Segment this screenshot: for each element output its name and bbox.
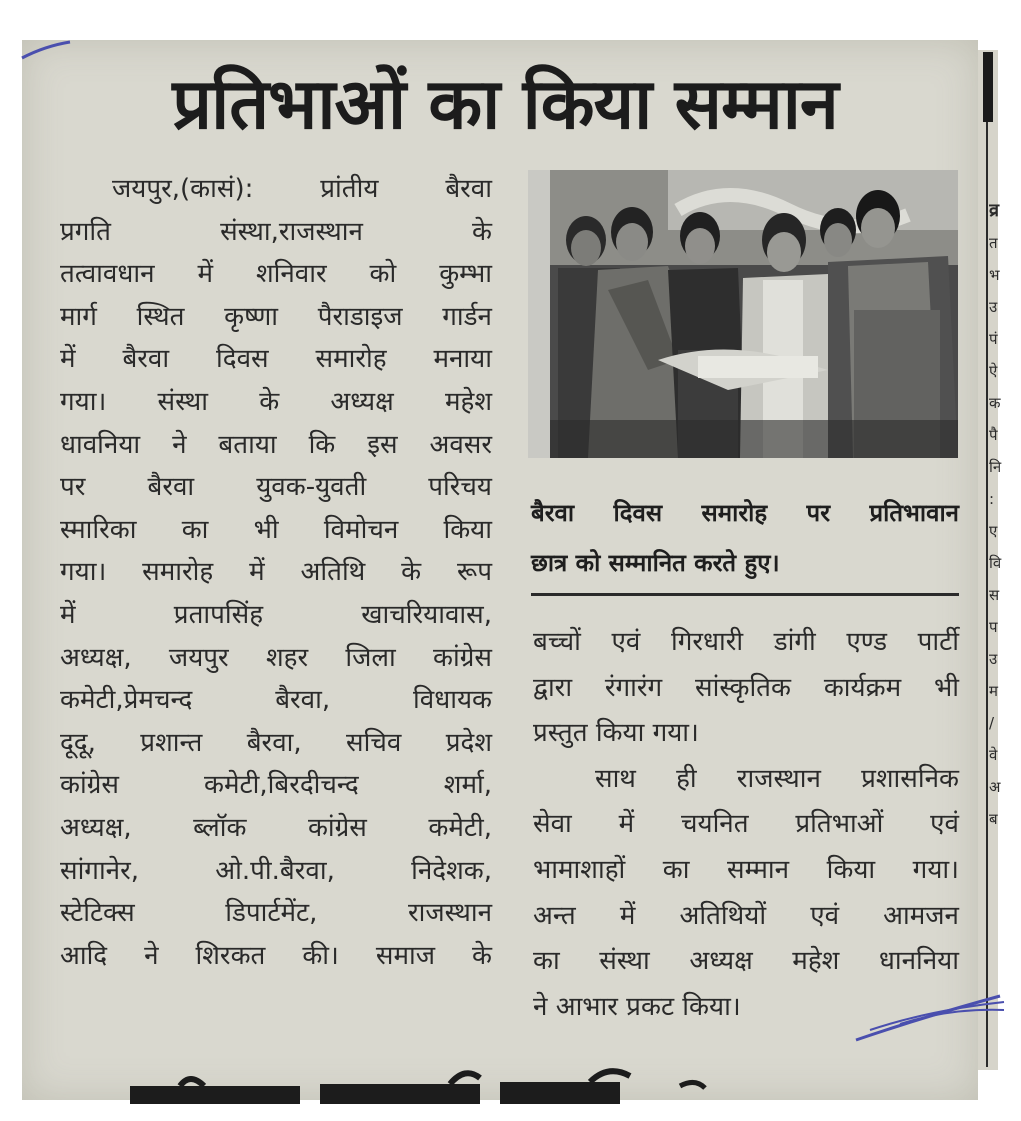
article-line: सांगानेर, ओ.पी.बैरवा, निदेशक, xyxy=(60,855,492,886)
article-line: प्रस्तुत किया गया। xyxy=(533,718,699,749)
article-line: भामाशाहों का सम्मान किया गया। xyxy=(533,854,959,885)
cut-off-headline-tops xyxy=(120,1064,720,1104)
adjacent-glyph: नि xyxy=(989,458,1002,476)
article-line: मार्ग स्थित कृष्णा पैराडाइज गार्डन xyxy=(60,301,492,332)
adjacent-glyph: क xyxy=(989,394,1001,412)
news-photo-image xyxy=(528,170,958,458)
article-line: धावनिया ने बताया कि इस अवसर xyxy=(60,429,492,460)
next-headline-fragment xyxy=(120,1064,720,1104)
article-line: का संस्था अध्यक्ष महेश धाननिया xyxy=(533,946,959,977)
adjacent-glyph: वे xyxy=(989,746,998,764)
adjacent-glyph: म xyxy=(989,682,998,700)
article-right-column xyxy=(533,620,959,1030)
article-line: कांग्रेस कमेटी,बिरदीचन्द शर्मा, xyxy=(60,770,492,801)
adjacent-column-text xyxy=(989,195,1011,835)
article-line: प्रगति संस्था,राजस्थान के xyxy=(60,216,492,247)
article-line: गया। समारोह में अतिथि के रूप xyxy=(60,557,492,588)
adjacent-glyph: ब xyxy=(989,810,998,828)
caption-divider xyxy=(531,593,959,596)
adjacent-column-rule-top xyxy=(983,52,993,122)
article-left-column xyxy=(60,168,492,977)
adjacent-column-rule xyxy=(986,122,988,1067)
article-line: सेवा में चयनित प्रतिभाओं एवं xyxy=(533,809,959,840)
adjacent-glyph: अ xyxy=(989,778,1001,796)
article-line: अन्त में अतिथियों एवं आमजन xyxy=(533,900,959,931)
adjacent-glyph: व्र xyxy=(989,200,1000,221)
article-line: दूदू, प्रशान्त बैरवा, सचिव प्रदेश xyxy=(60,727,492,758)
adjacent-glyph: पै xyxy=(989,426,998,444)
adjacent-glyph: वि xyxy=(989,554,1002,572)
article-line: साथ ही राजस्थान प्रशासनिक xyxy=(595,763,959,794)
adjacent-glyph: पं xyxy=(989,330,998,348)
adjacent-glyph: ऐ xyxy=(989,362,998,380)
adjacent-glyph: स xyxy=(989,586,1000,604)
article-line: गया। संस्था के अध्यक्ष महेश xyxy=(60,386,492,417)
caption-line: छात्र को सम्मानित करते हुए। xyxy=(531,549,780,577)
article-line: स्टेटिक्स डिपार्टमेंट, राजस्थान xyxy=(60,898,492,929)
article-line: जयपुर,(कासं): प्रांतीय बैरवा xyxy=(112,174,492,204)
adjacent-glyph: : xyxy=(989,490,995,508)
adjacent-glyph: / xyxy=(989,714,995,732)
article-line: में प्रतापसिंह खाचरियावास, xyxy=(60,599,492,630)
caption-line: बैरवा दिवस समारोह पर प्रतिभावान xyxy=(531,499,959,527)
adjacent-glyph: त xyxy=(989,234,998,252)
article-line: आदि ने शिरकत की। समाज के xyxy=(60,940,492,971)
adjacent-glyph: उ xyxy=(989,650,998,668)
headline: प्रतिभाओं का किया सम्मान xyxy=(172,63,838,145)
article-line: स्मारिका का भी विमोचन किया xyxy=(60,514,492,545)
adjacent-glyph: उ xyxy=(989,298,998,316)
article-line: द्वारा रंगारंग सांस्कृतिक कार्यक्रम भी xyxy=(533,672,959,703)
article-line: अध्यक्ष, जयपुर शहर जिला कांग्रेस xyxy=(60,642,492,673)
article-line: कमेटी,प्रेमचन्द बैरवा, विधायक xyxy=(60,685,492,716)
article-line: पर बैरवा युवक-युवती परिचय xyxy=(60,472,492,503)
adjacent-glyph: भ xyxy=(989,266,1000,284)
photo-caption xyxy=(531,488,959,588)
article-line: में बैरवा दिवस समारोह मनाया xyxy=(60,344,492,375)
adjacent-glyph: प xyxy=(989,618,998,636)
adjacent-glyph: ए xyxy=(989,522,998,540)
article-line: बच्चों एवं गिरधारी डांगी एण्ड पार्टी xyxy=(533,627,959,657)
article-line: ने आभार प्रकट किया। xyxy=(533,991,741,1022)
article-line: अध्यक्ष, ब्लॉक कांग्रेस कमेटी, xyxy=(60,812,492,843)
news-photo xyxy=(528,170,958,458)
article-line: तत्वावधान में शनिवार को कुम्भा xyxy=(60,259,492,290)
